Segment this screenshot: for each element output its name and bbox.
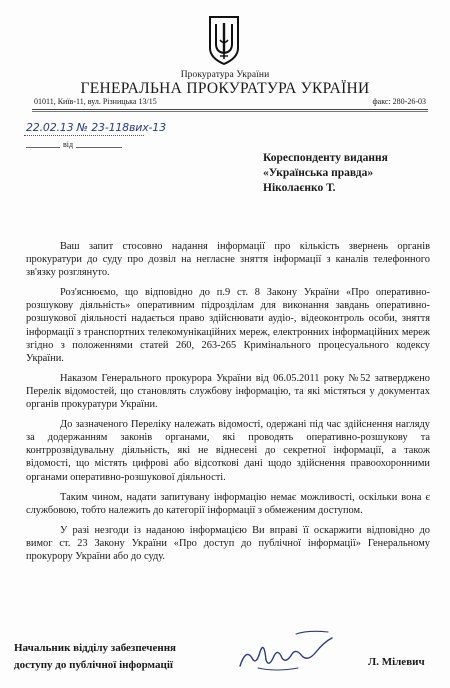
org-address: 01011, Київ-11, вул. Різницька 13/15 <box>34 97 157 106</box>
paragraph-list-contents: До зазначеного Переліку належать відомості, одержані під час здійснення нагляду за додержанням законів органами, які проводять оперативно-розшукову та контррозвідувальну діяльність, які не віднесені до секретної інформації, а також відомості, що містять цифрові або відсоткові дані щодо здійснення правоохоронними органами оперативно-розшукової діяльності. <box>26 419 430 483</box>
signer-title-line-1: Начальник відділу забезпечення <box>14 642 177 654</box>
paragraph-appeal: У разі незгоди із наданою інформацією Ви вправі її оскаржити відповідно до вимог ст. 23 Закону України «Про доступ до публічної інформації» Генеральному прокурору України або до суду. <box>26 524 430 562</box>
paragraph-order: Наказом Генерального прокурора України від 06.05.2011 року №52 затверджено Перелік відомостей, що становлять службову інформацію, та які містяться у документах органів прокуратури України. <box>26 372 430 411</box>
reference-number-blank <box>26 147 60 148</box>
org-name-small: Прокуратура України <box>180 70 270 80</box>
handwritten-registration-number: 22.02.13 № 23-118вих-13 <box>26 121 166 134</box>
addressee-line-2: «Українська правда» <box>263 167 374 179</box>
paragraph-explanation: Роз'яснюємо, що відповідно до п.9 ст. 8 Закону України «Про оперативно-розшукову діяльність» оперативним підрозділам для виконання завдань оперативно-розшукової діяльності надається право здійснювати аудіо-, відеоконтроль особи, зняття інформації з транспортних телекомунікаційних мереж, електронних інформаційних мереж згідно з положеннями статей 260, 263-265 Кримінального процесуального кодексу України. <box>26 287 430 364</box>
letter-body <box>26 240 430 570</box>
paragraph-request: Ваш запит стосовно надання інформації про кількість звернень органів прокуратури до суду про дозвіл на негласне зняття інформації з каналів телефонного зв'язку розглянуто. <box>26 241 430 279</box>
addressee-line-3: Ніколаєнко Т. <box>263 182 336 194</box>
paragraph-conclusion: Таким чином, надати запитувану інформацію немає можливості, оскільки вона є службовою, тобто належить до категорії інформації з обмеженим доступом. <box>26 491 430 516</box>
header-divider-secondary <box>32 111 428 112</box>
addressee-line-1: Кореспонденту видання <box>263 152 388 164</box>
handwritten-signature-icon <box>236 628 336 674</box>
org-name-large: ГЕНЕРАЛЬНА ПРОКУРАТУРА УКРАЇНИ <box>80 80 370 97</box>
trident-emblem-icon <box>207 14 241 66</box>
addressee-block <box>263 151 388 196</box>
header-divider <box>32 109 428 110</box>
signer-name: Л. Мілевич <box>368 656 425 668</box>
reference-date-blank <box>76 147 122 148</box>
reference-from-label: від <box>63 140 74 149</box>
org-fax: факс: 280-26-03 <box>372 97 426 106</box>
signer-title-line-2: доступу до публічної інформації <box>14 659 173 671</box>
signer-title <box>14 640 176 674</box>
registration-underline <box>24 135 144 136</box>
